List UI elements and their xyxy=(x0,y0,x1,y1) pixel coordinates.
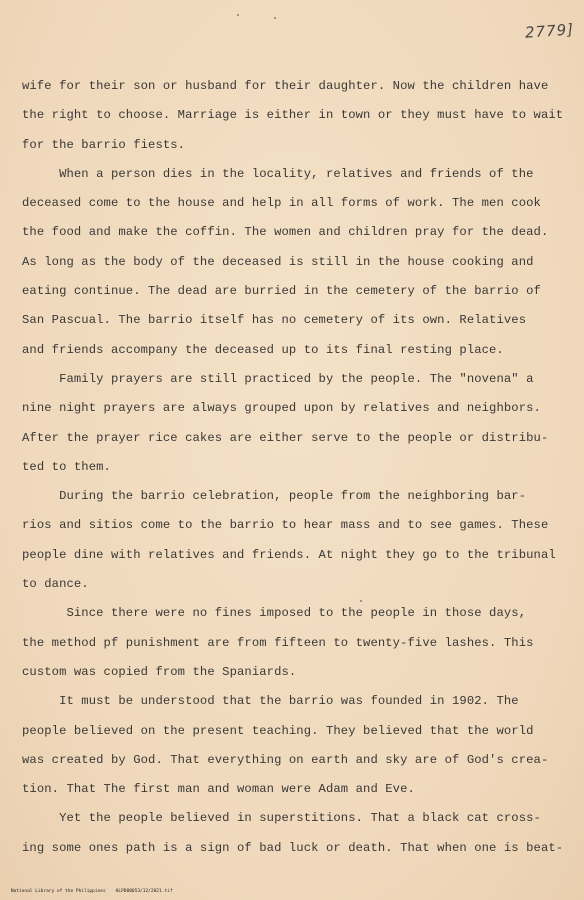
text-line: rios and sitios come to the barrio to hear mass and to see games. These xyxy=(22,518,549,533)
text-line: the food and make the coffin. The women and children pray for the dead. xyxy=(22,225,549,240)
paper-speck xyxy=(274,17,276,19)
text-line: It must be understood that the barrio was founded in 1902. The xyxy=(22,694,519,709)
text-line: During the barrio celebration, people from the neighboring bar- xyxy=(22,489,527,504)
paper-speck xyxy=(237,14,239,16)
text-line: ted to them. xyxy=(22,459,111,474)
text-line: to dance. xyxy=(22,577,89,592)
text-line: eating continue. The dead are burried in the cemetery of the barrio of xyxy=(22,284,541,299)
text-line: tion. That The first man and woman were Adam and Eve. xyxy=(22,782,415,797)
text-line: deceased come to the house and help in all forms of work. The men cook xyxy=(22,196,541,211)
library-credit: National Library of the Philippines xyxy=(10,889,106,894)
text-line: After the prayer rice cakes are either serve to the people or distribu- xyxy=(22,430,549,445)
text-line: Family prayers are still practiced by the people. The "novena" a xyxy=(22,371,534,386)
text-line: When a person dies in the locality, relatives and friends of the xyxy=(22,166,534,181)
text-line: and friends accompany the deceased up to its final resting place. xyxy=(22,342,504,357)
text-line: people believed on the present teaching. They believed that the world xyxy=(22,723,534,738)
text-line: As long as the body of the deceased is still in the house cooking and xyxy=(22,254,534,269)
text-line: custom was copied from the Spaniards. xyxy=(22,664,297,679)
text-line: the right to choose. Marriage is either in town or they must have to wait xyxy=(22,108,564,123)
text-line: the method pf punishment are from fifteen to twenty-five lashes. This xyxy=(22,635,534,650)
text-line: Since there were no fines imposed to the people in those days, xyxy=(22,606,527,621)
text-line: people dine with relatives and friends. At night they go to the tribunal xyxy=(22,547,556,562)
text-line: nine night prayers are always grouped upon by relatives and neighbors. xyxy=(22,401,541,416)
text-line: San Pascual. The barrio itself has no cemetery of its own. Relatives xyxy=(22,313,527,328)
typewritten-body xyxy=(22,72,564,863)
scan-footer xyxy=(0,884,183,899)
page-number: 2779] xyxy=(524,20,575,42)
text-line: wife for their son or husband for their daughter. Now the children have xyxy=(22,79,549,93)
text-line: Yet the people believed in superstitions. That a black cat cross- xyxy=(22,811,541,826)
paper-speck xyxy=(360,600,362,602)
text-line: was created by God. That everything on earth and sky are of God's crea- xyxy=(22,752,549,767)
text-line: for the barrio fiests. xyxy=(22,137,186,152)
file-id: HLPD00053/12/2021.tif xyxy=(115,889,173,894)
text-line: ing some ones path is a sign of bad luck or death. That when one is beat- xyxy=(22,840,564,855)
